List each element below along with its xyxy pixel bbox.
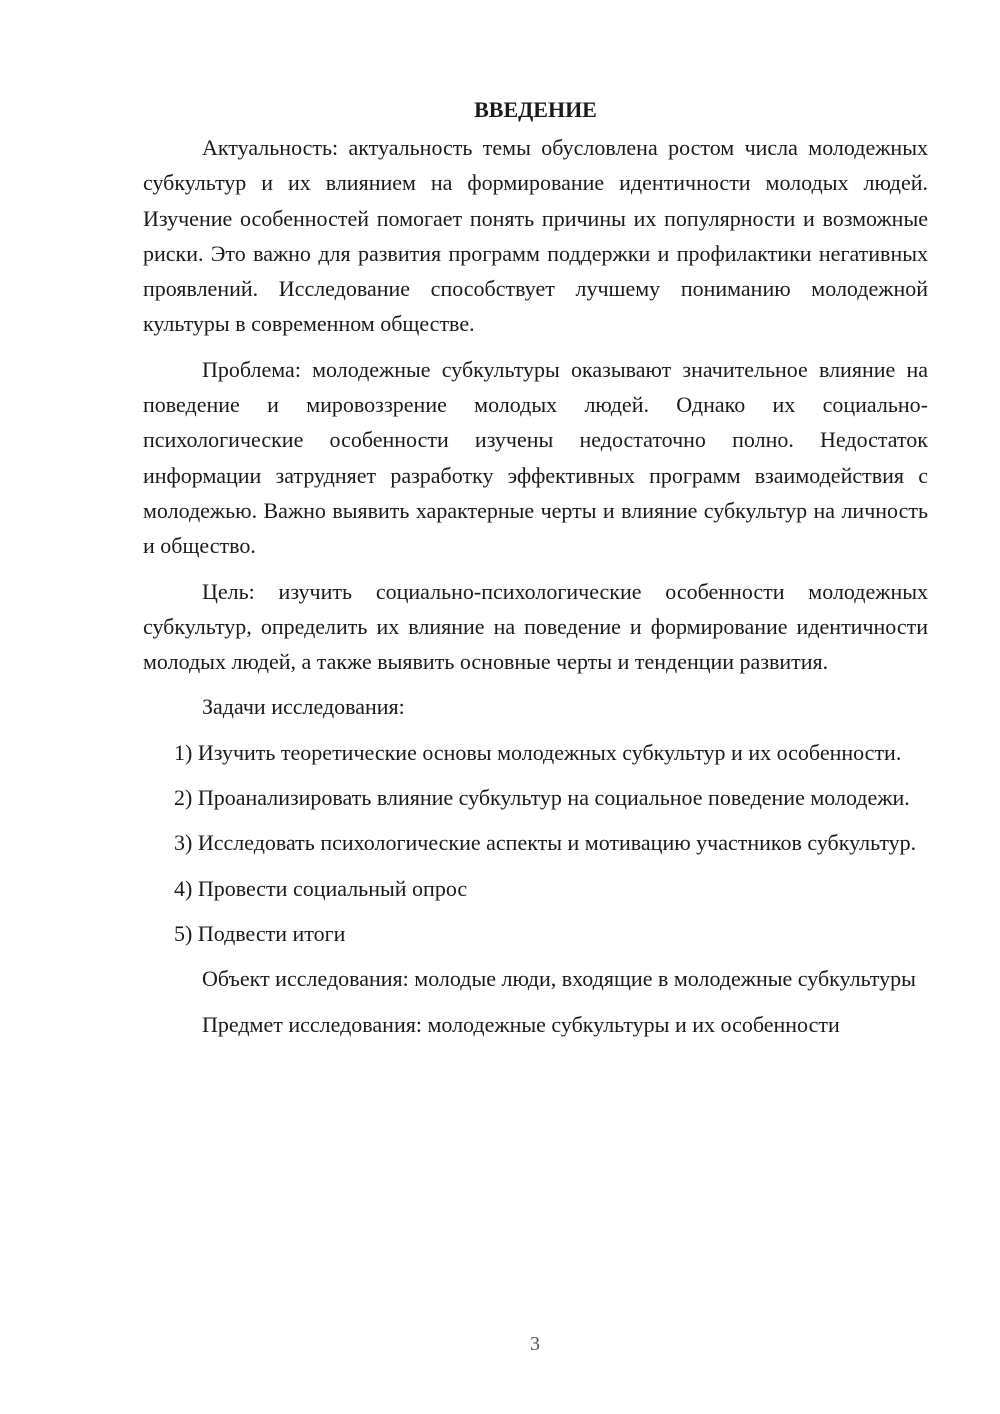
page-title: ВВЕДЕНИЕ: [474, 97, 597, 122]
paragraph-relevance: Актуальность: актуальность темы обусловлена ростом числа молодежных субкультур и их влиянием на формирование идентичности молодых людей. Изучение особенностей помогает понять причины их популярности и возможные риски. Это важно для развития программ поддержки и профилактики негативных проявлений. Исследование способствует лучшему пониманию молодежной культуры в современном обществе.: [143, 135, 928, 337]
page-number: 3: [530, 1333, 540, 1355]
list-item: 1) Изучить теоретические основы молодежных субкультур и их особенности.: [174, 739, 902, 765]
list-item: 4) Провести социальный опрос: [174, 875, 468, 901]
list-item: 5) Подвести итоги: [174, 920, 346, 946]
tasks-heading: Задачи исследования:: [202, 694, 405, 720]
paragraph-subject: Предмет исследования: молодежные субкультуры и их особенности: [202, 1011, 840, 1037]
paragraph-problem: Проблема: молодежные субкультуры оказывают значительное влияние на поведение и мировоззрение молодых людей. Однако их социально-психологические особенности изучены недостаточно полно. Недостаток информации затрудняет разработку эффективных программ взаимодействия с молодежью. Важно выявить характерные черты и влияние субкультур на личность и общество.: [143, 356, 928, 559]
document-page: [143, 92, 928, 1052]
paragraph-object: Объект исследования: молодые люди, входящие в молодежные субкультуры: [202, 966, 916, 992]
list-item: 2) Проанализировать влияние субкультур на социальное поведение молодежи.: [174, 785, 910, 811]
list-item: 3) Исследовать психологические аспекты и мотивацию участников субкультур.: [174, 830, 917, 856]
tasks-list: [143, 735, 928, 951]
paragraph-goal: Цель: изучить социально-психологические особенности молодежных субкультур, определить их влияние на поведение и формирование идентичности молодых людей, а также выявить основные черты и тенденции развития.: [143, 578, 928, 675]
